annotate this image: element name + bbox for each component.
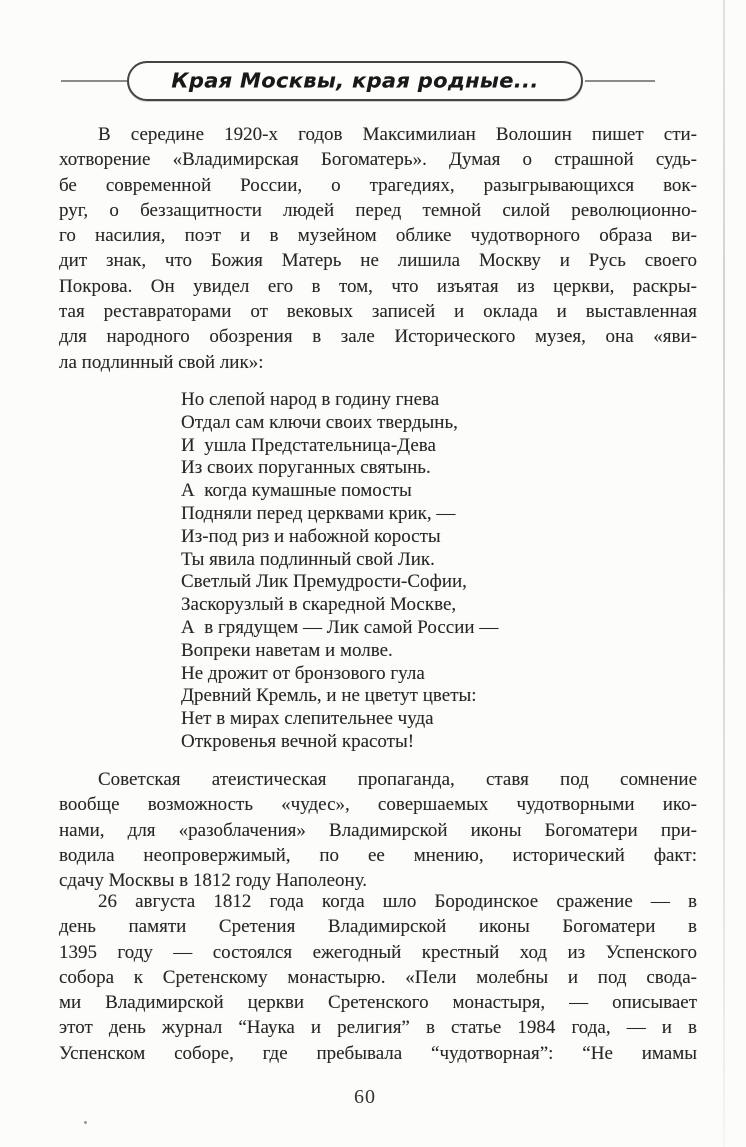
text-line: В середине 1920-х годов Максимилиан Волошин пишет сти-	[98, 124, 697, 145]
text-line: Ты явила подлинный свой Лик.	[181, 548, 435, 570]
text-line: Не дрожит от бронзового гула	[181, 662, 425, 684]
text-line: собора к Сретенскому монастырю. «Пели молебны и под свода-	[59, 966, 697, 988]
paragraph-1812	[59, 889, 697, 1066]
text-line: хотворение «Владимирская Богоматерь». Думая о страшной судь-	[59, 149, 697, 171]
chapter-title: Края Москвы, края родные...	[171, 69, 539, 93]
paragraph-intro	[59, 122, 697, 375]
text-line: тая реставраторами от вековых записей и оклада и выставленная	[59, 301, 697, 323]
text-line: руг, о беззащитности людей перед темной силой революционно-	[59, 199, 697, 221]
text-line: го насилия, поэт и в музейном облике чудотворного образа ви-	[59, 225, 697, 247]
text-line: Заскорузлый в скаредной Москве,	[181, 594, 457, 616]
text-line: день памяти Сретения Владимирской иконы Богоматери в	[59, 916, 697, 938]
text-line: Успенском соборе, где пребывала “чудотворная”: “Не имамы	[59, 1042, 697, 1064]
text-line: Нет в мирах слепительнее чуда	[181, 708, 434, 730]
text-line: Покрова. Он увидел его в том, что изъятая из церкви, раскры-	[59, 275, 697, 297]
text-line: Древний Кремль, и не цветут цветы:	[181, 685, 477, 707]
text-line: Советская атеистическая пропаганда, ставя под сомнение	[98, 769, 697, 790]
text-line: Из своих поруганных святынь.	[181, 457, 431, 479]
text-line: Откровенья вечной красоты!	[181, 730, 415, 752]
text-line: Подняли перед церквами крик, —	[181, 502, 456, 524]
chapter-header-badge	[127, 61, 583, 101]
text-line: ла подлинный свой лик»:	[59, 351, 264, 373]
page-edge-scan-artifact	[723, 0, 725, 1147]
text-line: 26 августа 1812 года когда шло Бородинское сражение — в	[98, 891, 697, 912]
text-line: дит знак, что Божия Матерь не лишила Москву и Русь своего	[59, 250, 697, 272]
text-line: И ушла Предстательница-Дева	[181, 434, 436, 456]
text-line: Светлый Лик Премудрости-Софии,	[181, 571, 467, 593]
text-line: водила неопровержимый, по ее мнению, исторический факт:	[59, 844, 697, 866]
text-line: Отдал сам ключи своих твердынь,	[181, 411, 458, 433]
text-line: этот день журнал “Наука и религия” в статье 1984 года, — и в	[59, 1017, 697, 1039]
scan-speck	[84, 1121, 87, 1124]
text-line: Вопреки наветам и молве.	[181, 639, 393, 661]
text-line: для народного обозрения в зале Исторического музея, она «яви-	[59, 326, 697, 348]
text-line: сдачу Москвы в 1812 году Наполеону.	[59, 870, 368, 892]
text-line: А когда кумашные помосты	[181, 480, 412, 502]
text-line: Из-под риз и набожной коросты	[181, 525, 441, 547]
poem-block	[181, 389, 498, 754]
text-line: Но слепой народ в годину гнева	[181, 389, 440, 410]
text-line: 1395 году — состоялся ежегодный крестный ход из Успенского	[59, 941, 697, 963]
header-rule-right	[585, 80, 655, 82]
text-line: А в грядущем — Лик самой России —	[181, 616, 499, 638]
text-line: нами, для «разоблачения» Владимирской иконы Богоматери при-	[59, 819, 697, 841]
text-line: бе современной России, о трагедиях, разыгрывающихся вок-	[59, 174, 697, 196]
text-line: вообще возможность «чудес», совершаемых чудотворными ико-	[59, 794, 697, 816]
text-line: ми Владимирской церкви Сретенского монастыря, — описывает	[59, 992, 697, 1014]
paragraph-propaganda	[59, 767, 697, 893]
header-rule-left	[61, 80, 127, 82]
page-number: 60	[354, 1086, 376, 1108]
